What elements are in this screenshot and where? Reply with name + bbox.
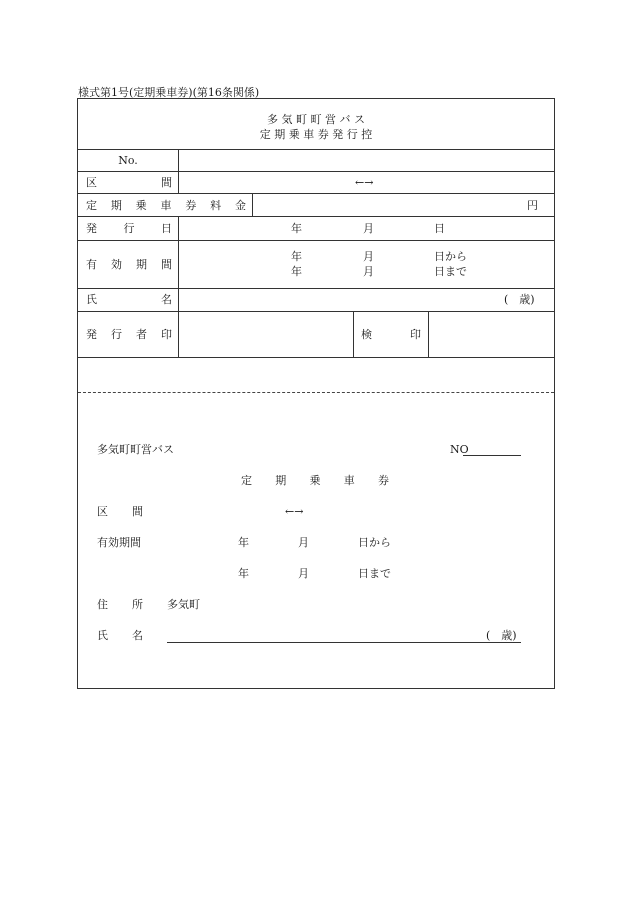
stub-issue-date-label: 発 行 日 xyxy=(86,222,172,235)
ticket-kukan-arrow: ←→ xyxy=(285,505,304,518)
stub-yen: 円 xyxy=(527,199,538,212)
ticket-validity-until-day: 日まで xyxy=(358,567,391,580)
stub-issue-month: 月 xyxy=(363,222,374,235)
stub-no-label: No. xyxy=(118,154,138,167)
row-divider xyxy=(78,311,554,312)
ticket-name-label: 氏 名 xyxy=(97,629,143,642)
stub-kukan-label: 区 間 xyxy=(86,176,172,189)
row-divider xyxy=(78,149,554,150)
stub-issue-year: 年 xyxy=(291,222,302,235)
ticket-form xyxy=(77,98,555,689)
ticket-validity-from-year: 年 xyxy=(238,536,249,549)
stub-title-line2: 定 期 乗 車 券 発 行 控 xyxy=(259,128,373,141)
row-divider xyxy=(78,216,554,217)
column-divider xyxy=(353,311,354,357)
form-label: 様式第1号(定期乗車券)(第16条関係) xyxy=(78,86,260,99)
stub-validity-from-month: 月 xyxy=(363,250,374,263)
ticket-address-value: 多気町 xyxy=(167,598,200,611)
stub-name-label: 氏 名 xyxy=(86,293,172,306)
ticket-kukan-label: 区 間 xyxy=(97,505,143,518)
ticket-operator: 多気町町営バス xyxy=(97,443,174,456)
row-divider xyxy=(78,193,554,194)
stub-kukan-arrow: ←→ xyxy=(355,176,374,189)
stub-fare-label: 定 期 乗 車 券 料 金 xyxy=(86,199,246,212)
row-divider xyxy=(78,357,554,358)
ticket-validity-label: 有効期間 xyxy=(97,536,141,549)
stub-name-age: ( 歳) xyxy=(504,293,535,306)
stub-issuer-seal-label: 発 行 者 印 xyxy=(86,328,172,341)
stub-title-line1: 多 気 町 町 営 バ ス xyxy=(267,113,365,126)
ticket-title: 定 期 乗 車 券 xyxy=(241,474,389,487)
column-divider xyxy=(252,193,253,216)
ticket-no-line xyxy=(463,455,521,456)
stub-validity-from-year: 年 xyxy=(291,250,302,263)
row-divider xyxy=(78,240,554,241)
stub-validity-until-year: 年 xyxy=(291,265,302,278)
ticket-validity-until-month: 月 xyxy=(298,567,309,580)
ticket-name-line xyxy=(167,642,521,643)
cut-line xyxy=(78,392,554,393)
column-divider xyxy=(428,311,429,357)
stub-validity-until-month: 月 xyxy=(363,265,374,278)
column-divider xyxy=(178,149,179,193)
row-divider xyxy=(78,288,554,289)
stub-validity-from-day: 日から xyxy=(434,250,467,263)
row-divider xyxy=(78,171,554,172)
ticket-validity-from-day: 日から xyxy=(358,536,391,549)
column-divider xyxy=(178,216,179,357)
stub-validity-until-day: 日まで xyxy=(434,265,467,278)
stub-validity-label: 有 効 期 間 xyxy=(86,258,172,271)
ticket-validity-until-year: 年 xyxy=(238,567,249,580)
ticket-validity-from-month: 月 xyxy=(298,536,309,549)
ticket-address-label: 住 所 xyxy=(97,598,143,611)
stub-issue-day: 日 xyxy=(434,222,445,235)
stub-inspect-seal-label: 検 印 xyxy=(361,328,421,341)
ticket-no-label: NO xyxy=(450,443,469,456)
ticket-name-age: ( 歳) xyxy=(486,629,517,642)
